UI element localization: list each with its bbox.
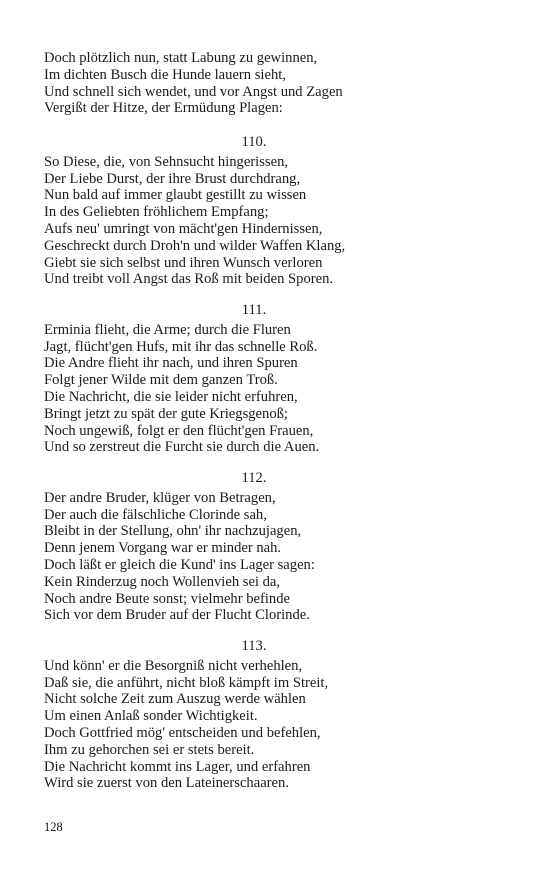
- verse-line: Der auch die fälschliche Clorinde sah,: [44, 506, 267, 523]
- verse-line: Daß sie, die anführt, nicht bloß kämpft im Streit,: [44, 674, 329, 691]
- verse-line: Doch Gottfried mög' entscheiden und befehlen,: [44, 724, 321, 741]
- verse-line: Um einen Anlaß sonder Wichtigkeit.: [44, 708, 258, 725]
- verse-line: Noch ungewiß, folgt er den flücht'gen Frauen,: [44, 422, 314, 439]
- verse-line: Nun bald auf immer glaubt gestillt zu wissen: [44, 187, 307, 204]
- stanza-number: 110.: [241, 134, 267, 150]
- verse-line: Kein Rinderzug noch Wollenvieh sei da,: [44, 573, 281, 590]
- stanza-number: 112.: [241, 470, 267, 486]
- verse-line: Bleibt in der Stellung, ohn' ihr nachzujagen,: [44, 523, 302, 540]
- verse-line: Und schnell sich wendet, und vor Angst und Zagen: [44, 83, 343, 100]
- stanza-number: 113.: [241, 638, 267, 654]
- verse-line: Nicht solche Zeit zum Auszug werde wählen: [44, 691, 306, 708]
- stanza-112: [44, 470, 514, 624]
- verse-line: Die Andre flieht ihr nach, und ihren Spuren: [44, 355, 298, 372]
- verse-line: Ihm zu gehorchen sei er stets bereit.: [44, 741, 255, 758]
- verse-line: Noch andre Beute sonst; vielmehr befinde: [44, 590, 290, 607]
- verse-line: Die Nachricht, die sie leider nicht erfuhren,: [44, 388, 298, 405]
- verse-line: Giebt sie sich selbst und ihren Wunsch verloren: [44, 254, 323, 271]
- verse-line: Folgt jener Wilde mit dem ganzen Troß.: [44, 372, 278, 389]
- page-number: 128: [44, 820, 63, 834]
- verse-line: Und könn' er die Besorgniß nicht verhehlen,: [44, 657, 303, 674]
- verse-line: Geschreckt durch Droh'n und wilder Waffen Klang,: [44, 237, 346, 254]
- verse-line: Denn jenem Vorgang war er minder nah.: [44, 540, 282, 557]
- verse-line: Vergißt der Hitze, der Ermüdung Plagen:: [44, 100, 283, 117]
- stanza-111: [44, 302, 514, 456]
- verse-line: Aufs neu' umringt von mächt'gen Hindernissen,: [44, 220, 323, 237]
- verse-line: Im dichten Busch die Hunde lauern sieht,: [44, 66, 286, 83]
- verse-line: Doch läßt er gleich die Kund' ins Lager sagen:: [44, 556, 315, 573]
- stanza-110: [44, 134, 514, 288]
- stanza-number: 111.: [241, 302, 267, 318]
- verse-line: Sich vor dem Bruder auf der Flucht Clorinde.: [44, 607, 310, 624]
- verse-line: In des Geliebten fröhlichem Empfang;: [44, 204, 269, 221]
- verse-line: Und so zerstreut die Furcht sie durch die Auen.: [44, 439, 320, 456]
- stanza-109-continuation: [44, 50, 514, 117]
- verse-line: Die Nachricht kommt ins Lager, und erfahren: [44, 758, 311, 775]
- verse-line: Der Liebe Durst, der ihre Brust durchdrang,: [44, 170, 301, 187]
- verse-line: So Diese, die, von Sehnsucht hingerissen,: [44, 153, 289, 170]
- verse-line: Doch plötzlich nun, statt Labung zu gewinnen,: [44, 50, 318, 66]
- verse-line: Bringt jetzt zu spät der gute Kriegsgenoß;: [44, 405, 288, 422]
- verse-line: Wird sie zuerst von den Lateinerschaaren.: [44, 775, 289, 792]
- verse-line: Und treibt voll Angst das Roß mit beiden Sporen.: [44, 271, 334, 288]
- verse-line: Jagt, flücht'gen Hufs, mit ihr das schnelle Roß.: [44, 338, 318, 355]
- verse-line: Erminia flieht, die Arme; durch die Fluren: [44, 321, 291, 338]
- verse-line: Der andre Bruder, klüger von Betragen,: [44, 489, 276, 506]
- stanza-113: [44, 638, 514, 792]
